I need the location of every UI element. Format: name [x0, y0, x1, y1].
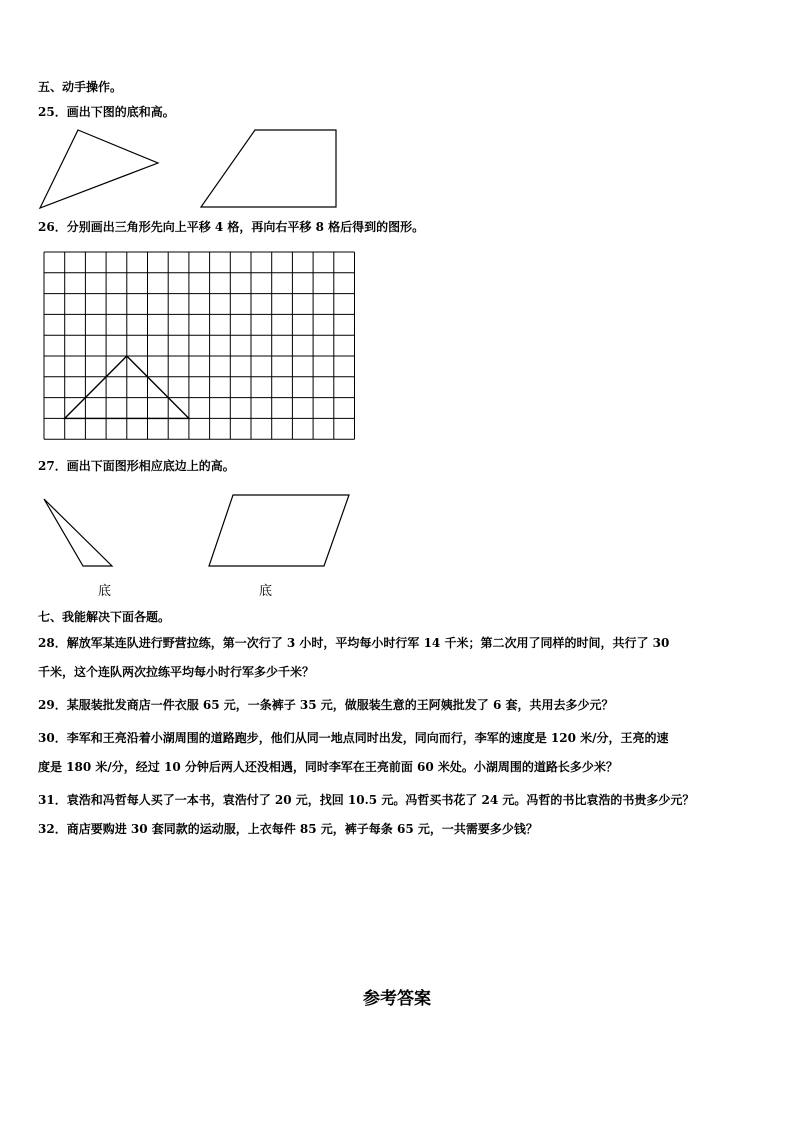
q27-base-label-left: 底	[98, 584, 112, 599]
question-26: 26．分别画出三角形先向上平移 4 格，再向右平移 8 格后得到的图形。	[38, 220, 425, 234]
section-heading-7: 七、我能解决下面各题。	[38, 610, 171, 624]
q27-parallelogram-shape	[209, 495, 349, 566]
answer-key-title: 参考答案	[363, 989, 431, 1009]
question-30-line-1: 30．李军和王亮沿着小湖周围的道路跑步，他们从同一地点同时出发，同向而行，李军的速度是 120 米/分，王亮的速	[38, 731, 669, 745]
question-28-line-2: 千米，这个连队两次拉练平均每小时行军多少千米？	[38, 665, 315, 679]
q25-triangle-shape	[40, 130, 158, 208]
question-29: 29．某服装批发商店一件衣服 65 元，一条裤子 35 元，做服装生意的王阿姨批发了 6 套，共用去多少元？	[38, 698, 614, 712]
q25-trapezoid-shape	[201, 130, 336, 207]
q26-triangle-shape	[65, 356, 189, 418]
question-28-line-1: 28．解放军某连队进行野营拉练，第一次行了 3 小时，平均每小时行军 14 千米；第二次用了同样的时间，共行了 30	[38, 636, 670, 650]
q27-base-label-right: 底	[259, 584, 273, 599]
section-heading-5: 五、动手操作。	[38, 80, 123, 94]
question-32: 32．商店要购进 30 套同款的运动服，上衣每件 85 元，裤子每条 65 元，一共需要多少钱？	[38, 822, 538, 836]
question-31: 31．袁浩和冯哲每人买了一本书，袁浩付了 20 元，找回 10.5 元。冯哲买书花了 24 元。冯哲的书比袁浩的书贵多少元？	[38, 793, 695, 807]
question-25: 25．画出下图的底和高。	[38, 105, 175, 119]
question-27: 27．画出下面图形相应底边上的高。	[38, 459, 235, 473]
q27-triangle-shape	[44, 499, 112, 566]
question-30-line-2: 度是 180 米/分，经过 10 分钟后两人还没相遇，同时李军在王亮前面 60 米处。小湖周围的道路长多少米？	[38, 760, 618, 774]
